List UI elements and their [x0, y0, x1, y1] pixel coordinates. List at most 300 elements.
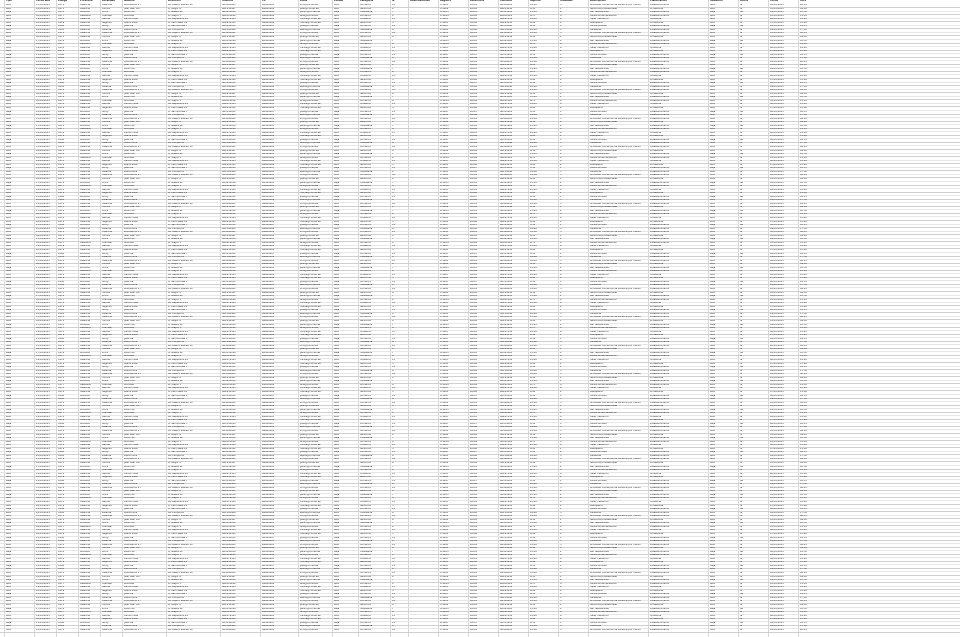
table-cell[interactable]: Industria [360, 273, 371, 276]
table-cell[interactable]: Industria [360, 188, 371, 191]
table-cell[interactable]: 09:10 [800, 149, 807, 152]
table-cell[interactable]: 18,60 [530, 227, 537, 230]
table-cell[interactable]: Cafetería [590, 341, 601, 344]
table-cell[interactable]: Juan Marí S.L. [124, 603, 141, 606]
table-cell[interactable]: R-001 [470, 543, 477, 546]
table-cell[interactable]: 965432100 [222, 96, 236, 99]
table-cell[interactable]: 96287654 [500, 75, 513, 77]
table-cell[interactable]: 03/12/2013 [770, 177, 784, 180]
table-cell[interactable]: Luis Benito 27 [124, 373, 141, 376]
table-cell[interactable]: 12:20 [800, 46, 807, 49]
table-cell[interactable]: 96265432 [500, 248, 513, 251]
table-cell[interactable]: 5 [560, 227, 562, 230]
table-cell[interactable]: R-005 [470, 557, 477, 560]
table-cell[interactable]: pedro@correo.es [300, 266, 321, 269]
table-cell[interactable]: Alta [710, 298, 715, 301]
table-cell[interactable]: B4600002 [262, 177, 275, 180]
table-cell[interactable]: pedro@correo.es [300, 181, 321, 184]
table-cell[interactable]: 02/12/2013 [770, 89, 784, 92]
table-cell[interactable]: Sagunto [102, 618, 112, 621]
table-cell[interactable]: Juan Marí S.L. [124, 234, 141, 237]
table-cell[interactable]: 12:20 [800, 501, 807, 503]
table-cell[interactable]: Valencia [80, 78, 91, 81]
table-cell[interactable]: C/ Nueva 22 [168, 11, 183, 14]
table-cell[interactable]: 0178 [58, 415, 65, 418]
table-cell[interactable]: Comercio [360, 621, 372, 624]
table-cell[interactable]: C/ Mayor 8 [168, 35, 181, 38]
table-cell[interactable]: 0176 [58, 96, 65, 99]
table-cell[interactable]: Av. Europa 61 [168, 596, 185, 599]
table-cell[interactable]: B4600005 [262, 415, 275, 418]
table-cell[interactable]: Establecimiento [650, 458, 670, 461]
table-cell[interactable]: 0181 [58, 170, 65, 173]
table-cell[interactable]: Pedro Gil [124, 493, 135, 496]
table-cell[interactable]: 2 [560, 39, 562, 42]
table-cell[interactable]: pedro@correo.es [300, 437, 321, 440]
table-cell[interactable]: juan@correo.es [300, 490, 319, 493]
table-cell[interactable]: B0300007 [262, 394, 275, 397]
table-cell[interactable]: Vila-real [102, 412, 112, 415]
table-cell[interactable]: 03/12/2013 [770, 149, 784, 152]
table-cell[interactable]: Hostelería [360, 266, 373, 269]
table-cell[interactable]: Venta de alimentación [590, 128, 617, 131]
table-cell[interactable]: 08:45 [800, 60, 807, 63]
table-cell[interactable]: 963000001 [222, 344, 236, 347]
table-cell[interactable]: 1 [560, 206, 562, 209]
table-cell[interactable]: carlos@correo.es [300, 529, 321, 532]
table-cell[interactable]: 96287654 [500, 46, 513, 49]
table-cell[interactable]: V-1205 [440, 188, 449, 191]
table-cell[interactable]: 06/12/2013 [770, 501, 784, 503]
table-cell[interactable]: Alta [710, 288, 715, 290]
table-cell[interactable]: Sagunto [102, 305, 112, 308]
table-cell[interactable]: 09:10 [800, 291, 807, 294]
table-cell[interactable]: 3 [392, 362, 394, 365]
table-cell[interactable]: 22/01/2013 [36, 284, 50, 287]
table-cell[interactable]: 04/12/2013 [770, 67, 784, 70]
table-cell[interactable]: 3 [392, 106, 394, 109]
table-cell[interactable]: 96123456 [500, 234, 513, 237]
table-cell[interactable]: R-002 [470, 348, 477, 351]
table-cell[interactable]: 965432100 [222, 607, 236, 610]
table-cell[interactable]: 22/01/2013 [36, 312, 50, 315]
table-cell[interactable]: 2 [560, 192, 562, 195]
table-cell[interactable]: Valencia [80, 348, 91, 351]
table-cell[interactable]: R-008 [470, 199, 477, 202]
table-cell[interactable]: 0174 [58, 600, 65, 603]
table-cell[interactable]: 21/01/2013 [36, 280, 50, 283]
table-cell[interactable]: 02/12/2013 [770, 146, 784, 148]
table-cell[interactable]: 1 [560, 479, 562, 482]
table-cell[interactable]: Servicios [360, 291, 371, 294]
table-cell[interactable]: Alicante [80, 593, 90, 596]
table-cell[interactable]: V-1202 [440, 405, 449, 408]
table-cell[interactable]: Alta [334, 398, 339, 401]
table-cell[interactable]: 06/12/2013 [770, 529, 784, 532]
table-cell[interactable]: R-002 [470, 177, 477, 180]
table-cell[interactable]: 12 [392, 174, 396, 177]
table-cell[interactable]: Industria [360, 302, 371, 305]
table-cell[interactable]: 962654321 [222, 135, 236, 138]
table-cell[interactable]: Alta [6, 50, 11, 53]
table-cell[interactable]: Av. Blasco Ibáñez 14 [168, 486, 193, 489]
table-cell[interactable]: Baja [6, 266, 12, 269]
column-header[interactable]: Unidades [560, 0, 573, 2]
table-cell[interactable]: 8,50 [530, 263, 536, 266]
table-cell[interactable]: Alta [710, 227, 715, 230]
table-cell[interactable]: Baja [6, 607, 12, 610]
table-cell[interactable]: 12,00 [530, 373, 537, 376]
table-cell[interactable]: Alta [710, 185, 715, 188]
table-cell[interactable]: 3 [560, 202, 562, 205]
table-cell[interactable]: 1 [560, 224, 562, 227]
table-cell[interactable]: Valencia [80, 174, 91, 177]
table-cell[interactable]: Profesional [650, 561, 664, 564]
table-cell[interactable]: 17:30 [800, 199, 807, 202]
table-cell[interactable]: Hostelería [360, 398, 373, 401]
table-cell[interactable]: Establecimiento [650, 185, 670, 188]
table-cell[interactable]: Alta [710, 202, 715, 205]
table-cell[interactable]: 07/12/2013 [770, 192, 784, 195]
table-cell[interactable]: Alta [334, 92, 339, 95]
table-cell[interactable]: 96411122 [500, 99, 513, 102]
table-cell[interactable]: 10:30 [800, 323, 807, 326]
table-cell[interactable]: B1200004 [262, 213, 275, 216]
table-cell[interactable]: Pl. Mayor 3 [168, 298, 182, 301]
table-cell[interactable]: 96123456 [500, 7, 513, 10]
table-cell[interactable]: Alta [6, 369, 11, 372]
table-cell[interactable]: Profesional [650, 234, 664, 237]
table-cell[interactable]: 22/01/2013 [36, 369, 50, 372]
table-cell[interactable]: Torrent [102, 149, 111, 152]
table-cell[interactable]: 9 [392, 554, 394, 557]
table-cell[interactable]: 0175 [58, 64, 65, 67]
table-cell[interactable]: Pedro Gil [124, 266, 135, 269]
table-cell[interactable]: 6,75 [530, 298, 536, 301]
table-cell[interactable]: B1200004 [262, 128, 275, 131]
table-cell[interactable]: R-004 [470, 185, 477, 188]
table-cell[interactable]: Alicante [80, 536, 90, 539]
table-cell[interactable]: 96555001 [500, 138, 513, 141]
table-cell[interactable]: Hostelería [360, 170, 373, 173]
table-cell[interactable]: Alta [6, 525, 11, 528]
table-cell[interactable]: Servicios [360, 121, 371, 124]
table-cell[interactable]: B4600001 [262, 117, 275, 120]
table-cell[interactable]: Marta Soler [124, 50, 138, 53]
table-cell[interactable]: R-003 [470, 465, 477, 468]
table-cell[interactable]: 15 [392, 557, 396, 560]
table-cell[interactable]: 96130040 [500, 256, 513, 259]
table-cell[interactable]: C/ San Nicolás 5 [168, 366, 188, 369]
table-cell[interactable]: Servicios profesionales [590, 547, 618, 550]
table-cell[interactable]: Alta [334, 21, 339, 24]
table-cell[interactable]: R-007 [470, 25, 477, 28]
table-cell[interactable]: 8,50 [530, 547, 536, 550]
table-cell[interactable]: 96300001 [500, 401, 513, 404]
table-cell[interactable]: Sí [740, 618, 743, 621]
table-cell[interactable]: 965432100 [222, 295, 236, 298]
table-cell[interactable]: Venta de alimentación [590, 99, 617, 102]
table-cell[interactable]: No [740, 564, 744, 567]
table-cell[interactable]: Alta [6, 106, 11, 109]
table-cell[interactable]: B0300003 [262, 579, 275, 582]
table-cell[interactable]: Baja [710, 394, 716, 397]
table-cell[interactable]: Paterna [102, 596, 112, 599]
table-cell[interactable]: Sí [740, 355, 743, 358]
table-cell[interactable]: 20/01/2013 [36, 390, 50, 393]
table-cell[interactable]: B4600002 [262, 490, 275, 493]
table-cell[interactable]: 0179 [58, 618, 65, 621]
table-cell[interactable]: Servicios profesionales [590, 121, 618, 124]
table-cell[interactable]: Hostelería [360, 256, 373, 259]
table-cell[interactable]: Alta [6, 135, 11, 138]
table-cell[interactable]: Establecimiento [650, 323, 670, 326]
table-cell[interactable]: 96411122 [500, 554, 513, 557]
table-cell[interactable]: R-001 [470, 202, 477, 205]
table-cell[interactable]: C/ San Nicolás 5 [168, 479, 188, 482]
table-cell[interactable]: R-002 [470, 433, 477, 436]
table-cell[interactable]: Alcoy [102, 110, 109, 113]
table-cell[interactable]: B4600001 [262, 146, 275, 148]
table-cell[interactable]: 15 [392, 245, 396, 248]
table-cell[interactable]: 6,75 [530, 270, 536, 273]
table-cell[interactable]: Baja [6, 25, 12, 28]
table-cell[interactable]: 4 [560, 71, 562, 74]
table-cell[interactable]: Baja [710, 238, 716, 241]
table-cell[interactable]: 16:15 [800, 138, 807, 141]
table-cell[interactable]: B0300003 [262, 181, 275, 184]
table-cell[interactable]: 12 [392, 344, 396, 347]
table-cell[interactable]: 2 [560, 78, 562, 81]
table-cell[interactable]: Baja [334, 465, 340, 468]
table-cell[interactable]: Alta [6, 518, 11, 521]
table-cell[interactable]: 0177 [58, 554, 65, 557]
table-cell[interactable]: Valencia [80, 7, 91, 10]
table-cell[interactable]: 3 [392, 220, 394, 223]
table-cell[interactable]: Alcoy [102, 479, 109, 482]
table-cell[interactable]: Baja [710, 508, 716, 511]
table-cell[interactable]: Elche [102, 351, 109, 354]
table-cell[interactable]: Av. Blasco Ibáñez 14 [168, 515, 193, 518]
table-cell[interactable]: Alicante [80, 224, 90, 227]
table-cell[interactable]: 21/01/2013 [36, 564, 50, 567]
table-cell[interactable]: 1 [560, 564, 562, 567]
table-cell[interactable]: Baja [710, 621, 716, 624]
table-cell[interactable]: Baja [710, 550, 716, 553]
table-cell[interactable]: 9,90 [530, 220, 536, 223]
table-cell[interactable]: 03/12/2013 [770, 575, 784, 578]
table-cell[interactable]: Taller mecánico [590, 302, 609, 305]
table-cell[interactable]: 0181 [58, 341, 65, 344]
table-cell[interactable]: V-1206 [440, 220, 449, 223]
table-cell[interactable]: Alta [334, 43, 339, 46]
table-cell[interactable]: B4600002 [262, 7, 275, 10]
table-cell[interactable]: R-007 [470, 394, 477, 397]
table-cell[interactable]: Alta [710, 160, 715, 163]
table-cell[interactable]: Alcoy [102, 422, 109, 425]
table-cell[interactable]: No [740, 53, 744, 56]
table-cell[interactable]: Alcoy [102, 593, 109, 596]
table-cell[interactable]: Taller mecánico [590, 501, 609, 503]
table-cell[interactable]: 15/01/2013 [36, 174, 50, 177]
table-cell[interactable]: 0179 [58, 50, 65, 53]
table-cell[interactable]: Alta [6, 568, 11, 571]
table-cell[interactable]: Alta [710, 78, 715, 81]
table-cell[interactable]: 15,20 [530, 124, 537, 127]
table-cell[interactable]: Ana Ruiz [124, 241, 135, 244]
table-cell[interactable]: 17:30 [800, 57, 807, 60]
table-cell[interactable]: Alta [6, 362, 11, 365]
table-cell[interactable]: 1 [560, 394, 562, 397]
table-cell[interactable]: C/ Mayor 8 [168, 461, 181, 464]
table-cell[interactable]: Alta [334, 412, 339, 415]
table-cell[interactable]: Sí [740, 327, 743, 330]
table-cell[interactable]: C-1204 [440, 412, 449, 415]
table-cell[interactable]: Alta [710, 60, 715, 63]
table-cell[interactable]: C/ Mayor 8 [168, 121, 181, 124]
table-cell[interactable]: 96130040 [500, 369, 513, 372]
table-cell[interactable]: Alta [334, 469, 339, 472]
table-cell[interactable]: 9 [392, 128, 394, 131]
table-cell[interactable]: Hostelería [360, 511, 373, 514]
table-cell[interactable]: R-003 [470, 522, 477, 525]
table-cell[interactable]: 96543210 [500, 238, 513, 241]
table-cell[interactable]: R-001 [470, 146, 477, 148]
table-cell[interactable]: R-008 [470, 511, 477, 514]
table-cell[interactable]: Comercio [360, 231, 372, 234]
table-cell[interactable]: 0180 [58, 53, 65, 56]
table-cell[interactable]: 96123456 [500, 291, 513, 294]
table-cell[interactable]: 0180 [58, 280, 65, 283]
table-cell[interactable]: 96300001 [500, 316, 513, 319]
table-cell[interactable]: 08/12/2013 [770, 366, 784, 369]
table-cell[interactable]: marta@correo.es [300, 334, 321, 337]
table-cell[interactable]: Comercio [360, 298, 372, 301]
table-cell[interactable]: Alta [334, 89, 339, 92]
table-cell[interactable]: Servicios [360, 135, 371, 138]
table-cell[interactable]: 13:40 [800, 390, 807, 393]
table-cell[interactable]: Alicante [80, 138, 90, 141]
table-cell[interactable]: Establecimiento [650, 117, 670, 120]
table-cell[interactable]: Alta [710, 284, 715, 287]
table-cell[interactable]: Peluquería [590, 419, 603, 422]
table-cell[interactable]: R-004 [470, 71, 477, 74]
table-cell[interactable]: R-004 [470, 327, 477, 330]
table-cell[interactable]: 9,90 [530, 163, 536, 166]
table-cell[interactable]: Alta [334, 532, 339, 535]
table-cell[interactable]: 4,30 [530, 195, 536, 198]
table-cell[interactable]: Juan Marí S.L. [124, 7, 141, 10]
table-cell[interactable]: Valencia [80, 4, 91, 6]
table-cell[interactable]: Actividad comercial de venta al por menor [590, 89, 641, 92]
table-cell[interactable]: 9,90 [530, 504, 536, 507]
table-cell[interactable]: 96123456 [500, 490, 513, 493]
table-cell[interactable]: B1200004 [262, 71, 275, 74]
table-cell[interactable]: R-003 [470, 437, 477, 440]
table-cell[interactable]: 96555001 [500, 451, 513, 454]
table-cell[interactable]: R-001 [470, 316, 477, 319]
table-cell[interactable]: 7 [392, 67, 394, 70]
table-cell[interactable]: Venta de textil [590, 309, 608, 312]
table-cell[interactable]: 04/12/2013 [770, 238, 784, 241]
table-cell[interactable]: Baja [710, 39, 716, 42]
table-cell[interactable]: C-1204 [440, 582, 449, 585]
table-cell[interactable]: Alta [6, 146, 11, 148]
table-cell[interactable]: Elche [102, 96, 109, 99]
table-cell[interactable]: B1200004 [262, 525, 275, 528]
table-cell[interactable]: 963000001 [222, 288, 236, 290]
table-cell[interactable]: 12 [392, 458, 396, 461]
table-cell[interactable]: 2 [560, 579, 562, 582]
table-cell[interactable]: Alta [6, 454, 11, 457]
table-cell[interactable]: Alta [334, 525, 339, 528]
table-cell[interactable]: 962654321 [222, 78, 236, 81]
table-cell[interactable]: B0300007 [262, 536, 275, 539]
table-cell[interactable]: 6,75 [530, 71, 536, 74]
table-cell[interactable]: 05/12/2013 [770, 355, 784, 358]
table-cell[interactable]: 1 [560, 263, 562, 266]
table-cell[interactable]: 15,20 [530, 39, 537, 42]
table-cell[interactable]: B4600005 [262, 188, 275, 191]
column-header[interactable]: Observaciones [410, 0, 430, 2]
table-cell[interactable]: B0300003 [262, 493, 275, 496]
table-cell[interactable]: 0179 [58, 248, 65, 251]
table-cell[interactable]: Alta [6, 220, 11, 223]
table-cell[interactable]: B4600008 [262, 57, 275, 60]
table-cell[interactable]: Alta [334, 106, 339, 109]
table-cell[interactable]: ana@correo.es [300, 14, 318, 17]
table-cell[interactable]: Servicios [360, 35, 371, 38]
table-cell[interactable]: Paterna [102, 114, 112, 117]
table-cell[interactable]: B0300007 [262, 138, 275, 141]
table-cell[interactable]: Alta [334, 557, 339, 560]
table-cell[interactable]: 1 [560, 593, 562, 596]
table-cell[interactable]: Establecimiento [650, 412, 670, 415]
table-cell[interactable]: Valencia [102, 174, 113, 177]
table-cell[interactable]: Alta [710, 483, 715, 486]
table-cell[interactable]: Establecimiento [650, 568, 670, 571]
table-cell[interactable]: Comercio [360, 156, 372, 159]
table-cell[interactable]: 21/01/2013 [36, 508, 50, 511]
table-cell[interactable]: Alta [334, 192, 339, 195]
table-cell[interactable]: A-1207 [440, 366, 449, 369]
table-cell[interactable]: 96287654 [500, 160, 513, 163]
table-cell[interactable]: Sí [740, 515, 743, 518]
table-cell[interactable]: 17/01/2013 [36, 11, 50, 14]
table-cell[interactable]: Industrial [650, 529, 662, 532]
table-cell[interactable]: B4600006 [262, 50, 275, 53]
table-cell[interactable]: jose@correo.es [300, 224, 319, 227]
table-cell[interactable]: 12:20 [800, 472, 807, 475]
table-cell[interactable]: Alta [334, 433, 339, 436]
table-cell[interactable]: R-001 [470, 401, 477, 404]
table-cell[interactable]: 06/12/2013 [770, 302, 784, 305]
table-cell[interactable]: Valencia [102, 32, 113, 35]
table-cell[interactable]: Sí [740, 458, 743, 461]
table-cell[interactable]: Valencia [102, 458, 113, 461]
table-cell[interactable]: Establecimiento [650, 266, 670, 269]
table-cell[interactable]: 08:45 [800, 628, 807, 631]
table-cell[interactable]: 17:30 [800, 483, 807, 486]
table-cell[interactable]: Peluquería [590, 476, 603, 479]
table-cell[interactable]: Industrial [650, 415, 662, 418]
table-cell[interactable]: Alta [6, 57, 11, 60]
table-cell[interactable]: Bar restaurante [590, 238, 609, 241]
table-cell[interactable]: Alta [334, 142, 339, 145]
table-cell[interactable]: 963000001 [222, 32, 236, 35]
table-cell[interactable]: A-1207 [440, 593, 449, 596]
table-cell[interactable]: Profesional [650, 319, 664, 322]
